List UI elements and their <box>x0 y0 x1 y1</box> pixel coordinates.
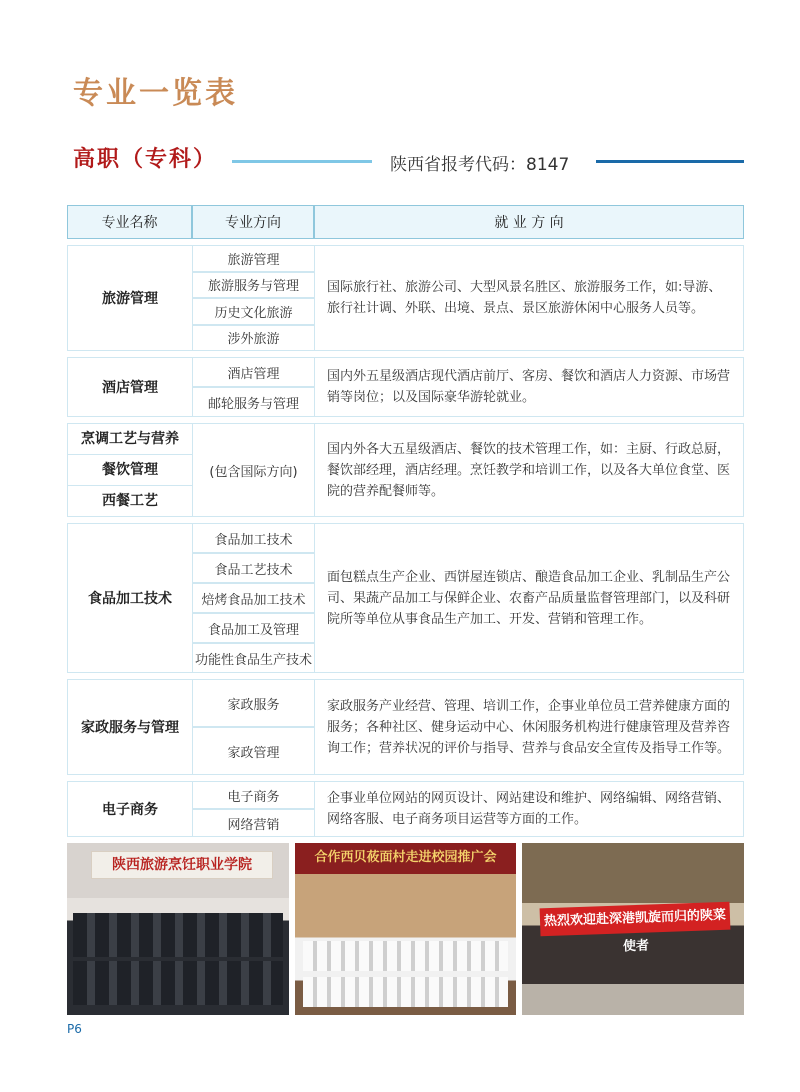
major-name: 烹调工艺与营养 <box>68 424 192 455</box>
major-name: 餐饮管理 <box>68 455 192 486</box>
major-direction: 旅游管理 <box>192 245 314 272</box>
table-header-row <box>67 205 744 239</box>
photo-strip <box>67 843 744 1015</box>
table-row <box>67 423 744 517</box>
header-direction: 专业方向 <box>192 205 314 239</box>
major-direction: 焙烤食品加工技术 <box>192 583 314 613</box>
major-direction: 功能性食品生产技术 <box>192 643 314 673</box>
major-direction: 食品加工技术 <box>192 523 314 553</box>
major-name-group <box>67 423 192 517</box>
table-row <box>67 781 744 809</box>
major-name: 家政服务与管理 <box>67 679 192 775</box>
major-direction: 食品工艺技术 <box>192 553 314 583</box>
photo-sign-text: 陕西旅游烹饪职业学院 <box>91 851 273 879</box>
major-direction: 网络营销 <box>192 809 314 837</box>
employment-description: 面包糕点生产企业、西饼屋连锁店、酿造食品加工企业、乳制品生产公司、果蔬产品加工与保鲜企业、农畜产品质量监督管理部门，以及科研院所等单位从事食品生产加工、开发、营销和管理工作。 <box>314 523 744 673</box>
majors-table <box>67 205 744 837</box>
employment-description: 国际旅行社、旅游公司、大型风景名胜区、旅游服务工作，如:导游、旅行社计调、外联、出境、景点、景区旅游休闲中心服务人员等。 <box>314 245 744 351</box>
chefs-row-front <box>303 977 509 1007</box>
table-row <box>67 679 744 727</box>
major-direction: 酒店管理 <box>192 357 314 387</box>
major-name: 食品加工技术 <box>67 523 192 673</box>
exam-code: 陕西省报考代码：8147 <box>390 155 570 175</box>
photo-red-banner: 热烈欢迎赴深港凯旋而归的陕菜使者 <box>540 902 731 937</box>
decorative-line-right <box>596 160 744 163</box>
students-row-back <box>73 913 283 957</box>
major-direction: 食品加工及管理 <box>192 613 314 643</box>
major-direction: 电子商务 <box>192 781 314 809</box>
major-name: 酒店管理 <box>67 357 192 417</box>
major-direction: (包含国际方向) <box>192 423 314 517</box>
chefs-row <box>303 941 509 971</box>
major-name: 电子商务 <box>67 781 192 837</box>
photo-welcome-group <box>522 843 744 1015</box>
employment-description: 家政服务产业经营、管理、培训工作，企事业单位员工营养健康方面的服务；各种社区、健身运动中心、休闲服务机构进行健康管理及营养咨询工作；营养状况的评价与指导、营养与食品安全宣传及指导工作等。 <box>314 679 744 775</box>
employment-description: 国内外五星级酒店现代酒店前厅、客房、餐饮和酒店人力资源、市场营销等岗位；以及国际豪华游轮就业。 <box>314 357 744 417</box>
major-direction: 家政服务 <box>192 679 314 727</box>
major-direction: 涉外旅游 <box>192 325 314 352</box>
header-employment: 就 业 方 向 <box>314 205 744 239</box>
header-major-name: 专业名称 <box>67 205 192 239</box>
major-direction: 邮轮服务与管理 <box>192 387 314 417</box>
section-title: 高职（专科） <box>73 147 218 172</box>
employment-description: 国内外各大五星级酒店、餐饮的技术管理工作，如：主厨、行政总厨，餐饮部经理，酒店经理。烹饪教学和培训工作，以及各大单位食堂、医院的营养配餐师等。 <box>314 423 744 517</box>
major-direction: 家政管理 <box>192 727 314 775</box>
major-direction: 历史文化旅游 <box>192 298 314 325</box>
photo-students-uniform <box>67 843 289 1015</box>
page-number: P6 <box>67 1022 82 1036</box>
page-title: 专业一览表 <box>73 76 238 111</box>
table-row <box>67 357 744 387</box>
major-name: 旅游管理 <box>67 245 192 351</box>
major-direction: 旅游服务与管理 <box>192 272 314 299</box>
students-row-front <box>73 961 283 1005</box>
major-name: 西餐工艺 <box>102 493 158 509</box>
employment-description: 企事业单位网站的网页设计、网站建设和维护、网络编辑、网络营销、网络客服、电子商务项目运营等方面的工作。 <box>314 781 744 837</box>
table-row <box>67 523 744 553</box>
decorative-line-left <box>232 160 372 163</box>
photo-promotion-event <box>295 843 517 1015</box>
table-row <box>67 245 744 272</box>
photo-banner-text: 合作西贝莜面村走进校园推广会 <box>314 850 497 865</box>
